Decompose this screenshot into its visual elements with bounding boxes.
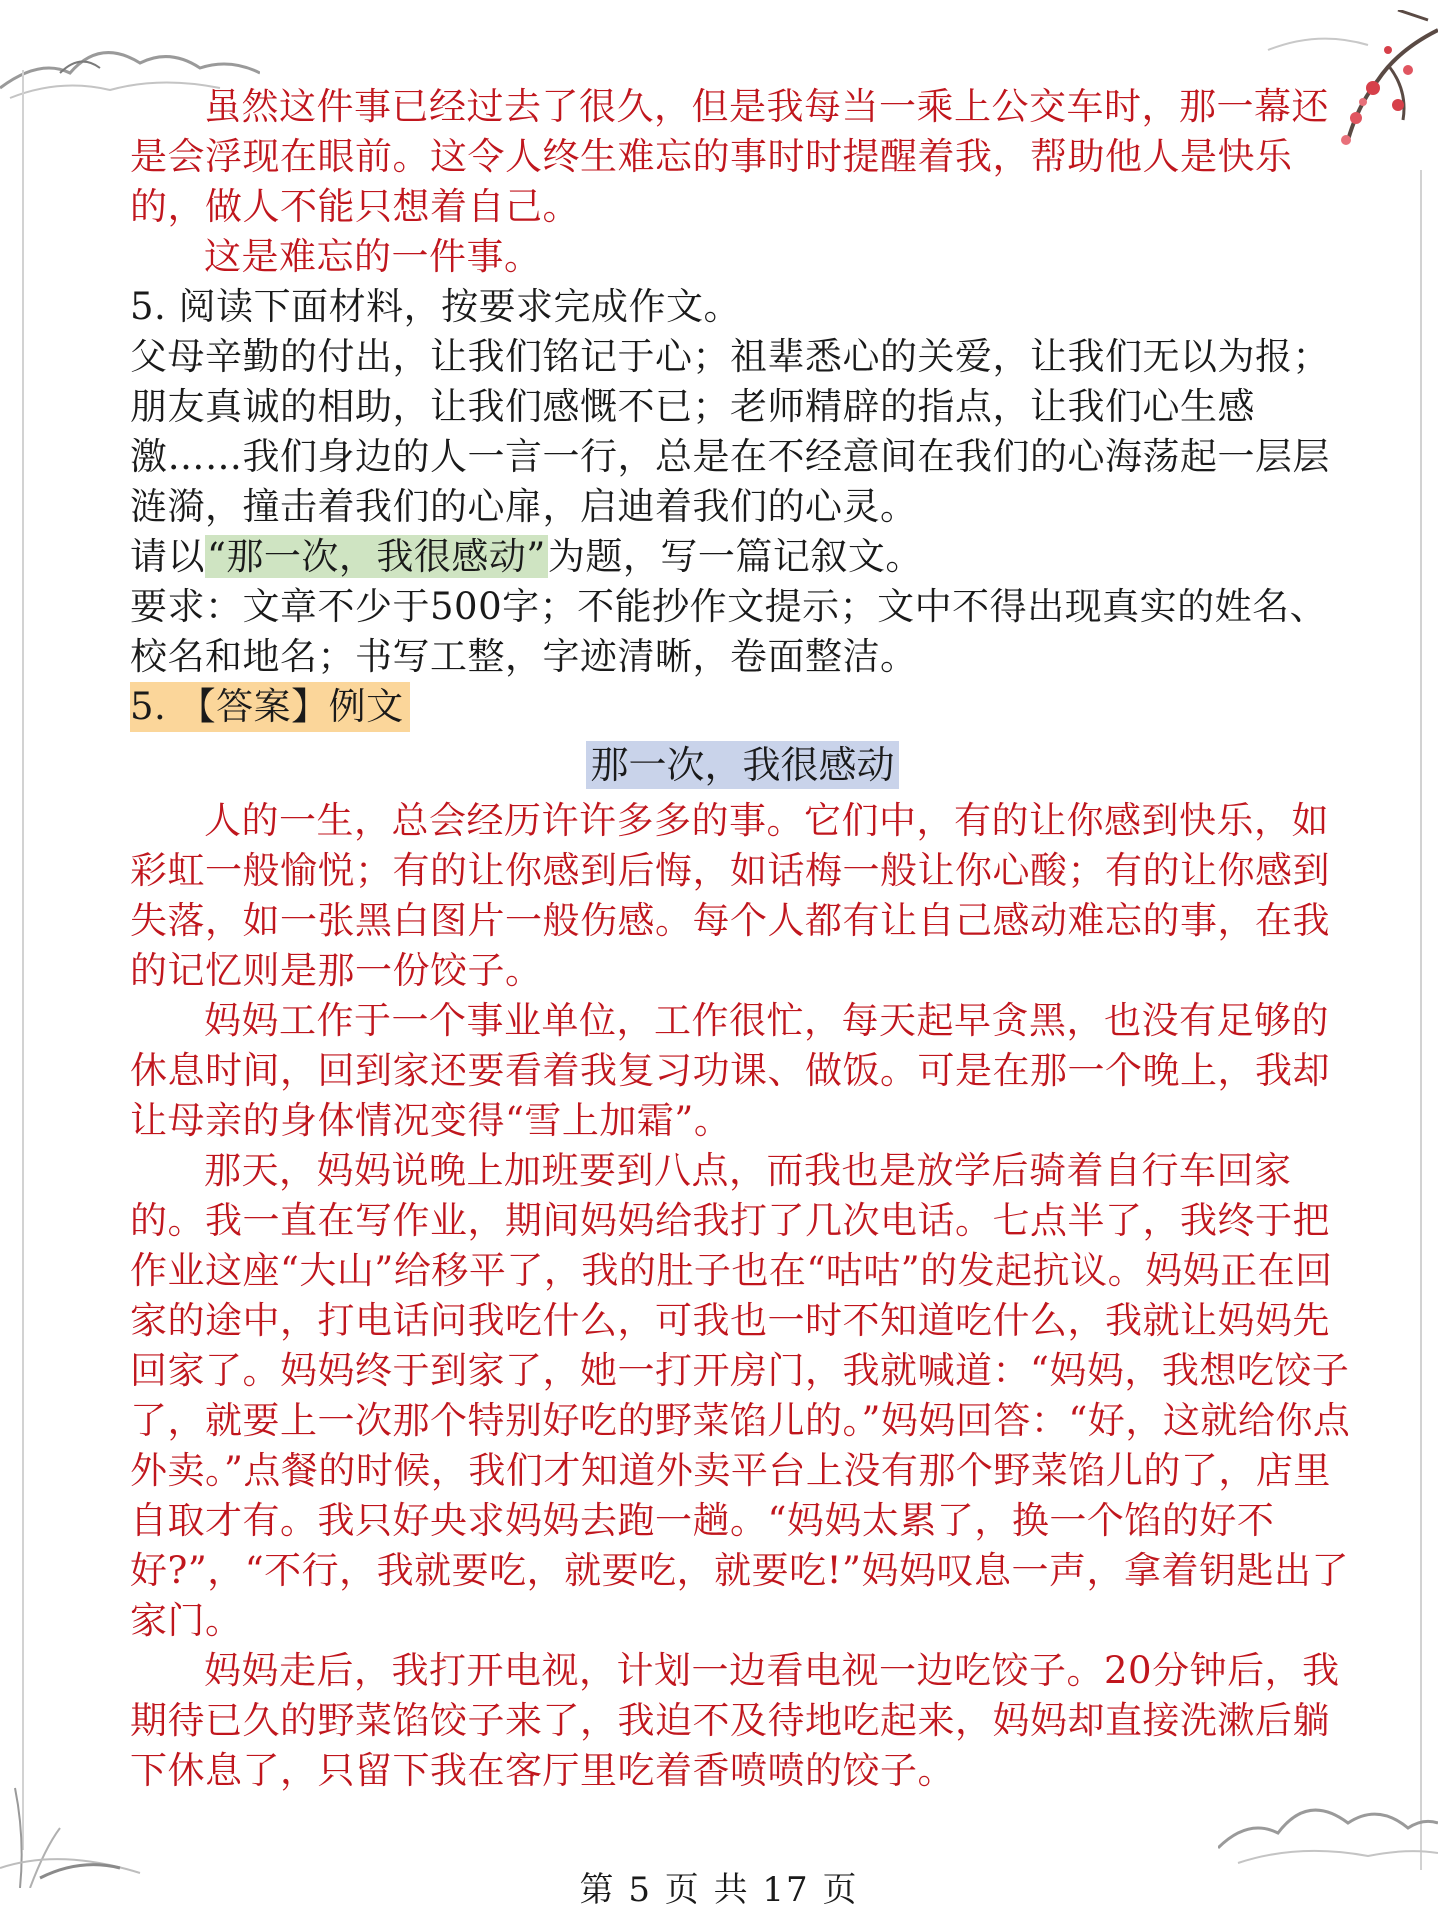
question-requirements: 要求：文章不少于500字；不能抄作文提示；文中不得出现真实的姓名、校名和地名；书写工整，字迹清晰，卷面整洁。 <box>130 585 1328 678</box>
essay-paragraph: 那天，妈妈说晚上加班要到八点，而我也是放学后骑着自行车回家的。我一直在写作业，期间妈妈给我打了几次电话。七点半了，我终于把作业这座“大山”给移平了，我的肚子也在“咕咕”的发起抗议。妈妈正在回家的途中，打电话问我吃什么，可我也一时不知道吃什么，我就让妈妈先回家了。妈妈终于到家了，她一打开房门，我就喊道：“妈妈，我想吃饺子了，就要上一次那个特别好吃的野菜馅儿的。”妈妈回答：“好，这就给你点外卖。”点餐的时候，我们才知道外卖平台上没有那个野菜馅儿的了，店里自取才有。我只好央求妈妈去跑一趟。“妈妈太累了，换一个馅的好不好?”，“不行，我就要吃，就要吃，就要吃!”妈妈叹息一声，拿着钥匙出了家门。 <box>130 1149 1351 1642</box>
question-prompt <box>130 532 1355 582</box>
prompt-before: 请以 <box>130 535 205 578</box>
previous-essay-paragraph: 虽然这件事已经过去了很久，但是我每当一乘上公交车时，那一幕还是会浮现在眼前。这令人终生难忘的事时时提醒着我，帮助他人是快乐的，做人不能只想着自己。 <box>130 85 1329 228</box>
previous-essay-closing: 这是难忘的一件事。 <box>204 235 542 278</box>
essay-paragraph: 妈妈工作于一个事业单位，工作很忙，每天起早贪黑，也没有足够的休息时间，回到家还要看着我复习功课、做饭。可是在那一个晚上，我却让母亲的身体情况变得“雪上加霜”。 <box>130 999 1330 1142</box>
prompt-after: 为题，写一篇记叙文。 <box>547 535 923 578</box>
answer-label: 5. 【答案】例文 <box>130 682 410 732</box>
prompt-title-highlight: “那一次，我很感动” <box>207 535 546 578</box>
question-heading: 5. 阅读下面材料，按要求完成作文。 <box>130 285 742 328</box>
document-content <box>130 82 1355 1796</box>
right-border-line <box>1418 170 1424 1870</box>
answer-label-line <box>130 682 1355 732</box>
essay-title-line <box>130 738 1355 792</box>
essay-paragraph: 妈妈走后，我打开电视，计划一边看电视一边吃饺子。20分钟后，我期待已久的野菜馅饺子来了，我迫不及待地吃起来，妈妈却直接洗漱后躺下休息了，只留下我在客厅里吃着香喷喷的饺子。 <box>130 1649 1340 1792</box>
essay-paragraph: 人的一生，总会经历许许多多的事。它们中，有的让你感到快乐，如彩虹一般愉悦；有的让你感到后悔，如话梅一般让你心酸；有的让你感到失落，如一张黑白图片一般伤感。每个人都有让自己感动难忘的事，在我的记忆则是那一份饺子。 <box>130 799 1330 992</box>
essay-title: 那一次，我很感动 <box>586 741 898 789</box>
question-material: 父母辛勤的付出，让我们铭记于心；祖辈悉心的关爱，让我们无以为报；朋友真诚的相助，让我们感慨不已；老师精辟的指点，让我们心生感激……我们身边的人一言一行，总是在不经意间在我们的心海荡起一层层涟漪，撞击着我们的心扉，启迪着我们的心灵。 <box>130 335 1330 528</box>
left-border-line <box>20 70 26 1850</box>
page-number-footer: 第 5 页 共 17 页 <box>579 1870 859 1910</box>
